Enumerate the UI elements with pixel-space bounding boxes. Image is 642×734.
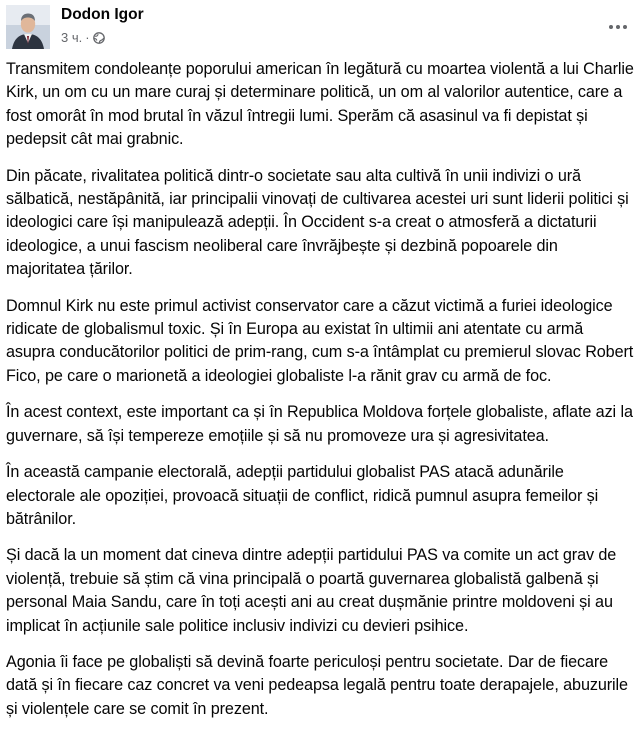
avatar[interactable]	[6, 5, 50, 49]
post-meta	[61, 30, 105, 45]
more-horizontal-icon	[608, 24, 628, 30]
post-body	[6, 58, 634, 734]
meta-separator: ·	[85, 30, 90, 45]
globe-icon	[93, 32, 105, 44]
post-paragraph: Din păcate, rivalitatea politică dintr-o societate sau alta cultivă în unii indivizi o ură sălbatică, nestăpânită, iar principalii vinovați de cultivarea acestei uri sunt liderii politici și ideologici care își manipulează adepții. În Occident s-a creat o atmosferă a dictaturii ideologice, a unui fascism neoliberal care învrăjbește și dezbină popoarele din majoritatea țărilor.	[6, 166, 629, 279]
profile-photo-icon	[6, 5, 50, 49]
post-paragraph: Domnul Kirk nu este primul activist conservator care a căzut victimă a furiei ideologice ridicate de globalismul toxic. Și în Europa au existat în ultimii ani atentate cu armă asupra conducătorilor politici de prim-rang, cum s-a întâmplat cu premierul slovac Robert Fico, pe care o marionetă a ideologiei globaliste l-a rănit grav cu armă de foc.	[6, 296, 634, 385]
author-name[interactable]: Dodon Igor	[61, 6, 144, 23]
post-paragraph: Și dacă la un moment dat cineva dintre adepții partidului PAS va comite un act grav de violență, trebuie să știm că vina principală o poartă guvernarea globalistă galbenă și personal Maia Sandu, care în toți acești ani au creat dușmănie printre moldoveni și au implicat în acțiunile sale politice inclusiv indivizi cu devieri psihice.	[6, 546, 617, 635]
post-time[interactable]: 3 ч.	[61, 30, 83, 45]
post-paragraph: Agonia îi face pe globaliști să devină foarte periculoși pentru societate. Dar de fiecare dată și în fiecare caz concret va veni pedeapsa legală pentru toate derapajele, abuzurile și violențele care se comit în prezent.	[6, 652, 628, 718]
post-header	[6, 5, 636, 53]
more-options-button[interactable]	[603, 12, 633, 42]
post-paragraph: Transmitem condoleanțe poporului american în legătură cu moartea violentă a lui Charlie Kirk, un om cu un mare curaj și determinare politică, un om al valorilor autentice, care a fost omorât în mod brutal în văzul întregii lumi. Sperăm că asasinul va fi depistat și pedepsit cât mai grabnic.	[6, 60, 634, 149]
post-paragraph: În acest context, este important ca și în Republica Moldova forțele globaliste, aflate azi la guvernare, să își tempereze emoțiile și să nu promoveze ura și agresivitatea.	[6, 403, 633, 445]
post-paragraph: În această campanie electorală, adepții partidului globalist PAS atacă adunările electorale ale opoziției, provoacă situații de conflict, ridică pumnul asupra femeilor și bătrânilor.	[6, 463, 599, 528]
